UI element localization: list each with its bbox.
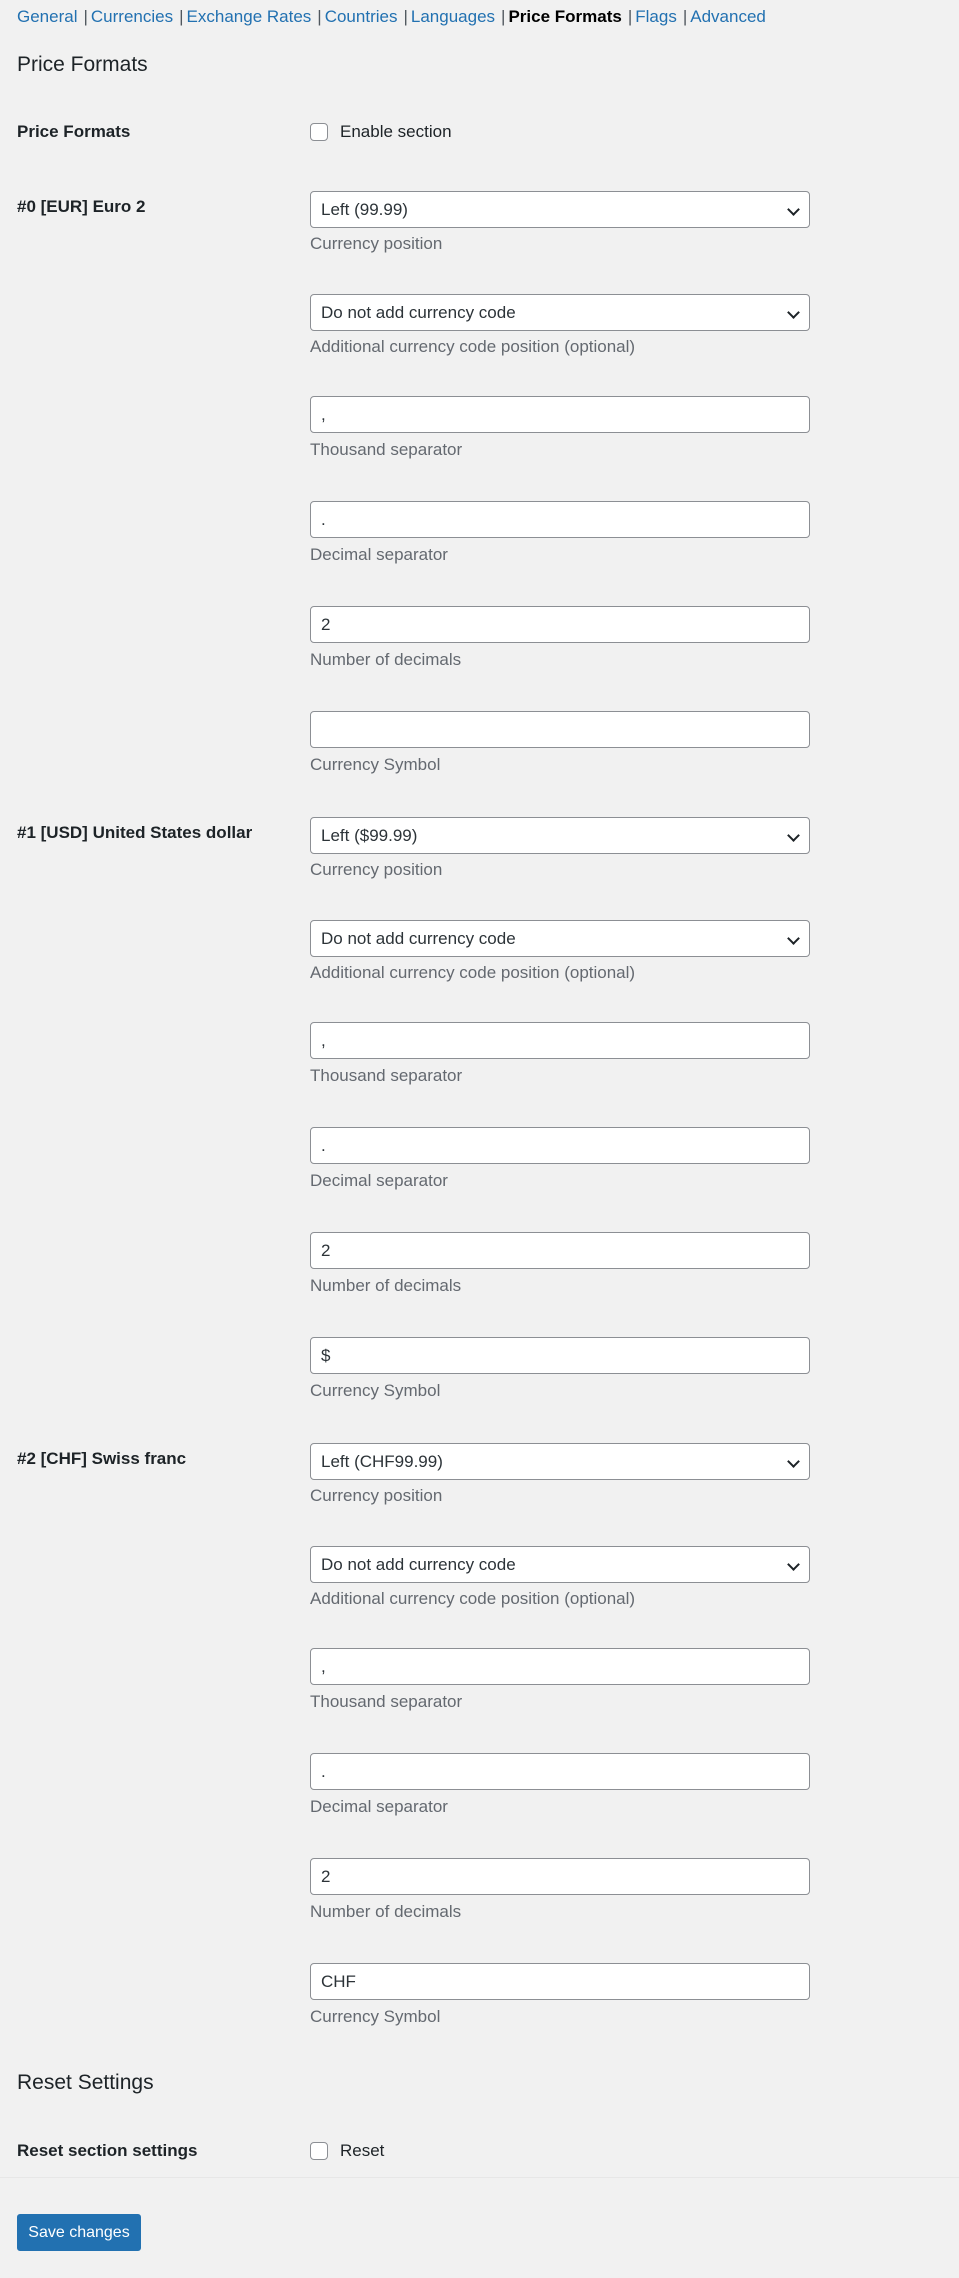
reset-row-label: Reset section settings — [17, 2141, 198, 2160]
select-value: Left (99.99) — [321, 199, 408, 219]
chf-currency-code-select[interactable] — [310, 1546, 810, 1583]
chf-decimal-separator-input[interactable] — [310, 1753, 810, 1790]
tab-separator: | — [403, 7, 408, 26]
tab-languages[interactable]: Languages — [410, 7, 496, 26]
input-value: , — [321, 404, 326, 424]
usd-number-of-decimals-input[interactable] — [310, 1232, 810, 1269]
tab-separator: | — [317, 7, 322, 26]
tab-exchange-rates[interactable]: Exchange Rates — [186, 7, 312, 26]
chevron-down-icon — [787, 1455, 800, 1468]
chf-currency-position-desc: Currency position — [310, 1486, 443, 1505]
usd-currency-position-select[interactable] — [310, 817, 810, 854]
reset-checkbox[interactable] — [310, 2142, 328, 2160]
select-value: Do not add currency code — [321, 1554, 516, 1574]
chf-number-of-decimals-input[interactable] — [310, 1858, 810, 1895]
usd-decimal-separator-desc: Decimal separator — [310, 1171, 448, 1190]
input-value: . — [321, 1761, 326, 1781]
section-title: Price Formats — [17, 53, 148, 76]
chf-thousand-separator-input[interactable] — [310, 1648, 810, 1685]
tab-price-formats: Price Formats — [508, 7, 622, 26]
reset-checkbox-label: Reset — [340, 2141, 385, 2160]
eur-currency-position-select[interactable] — [310, 191, 810, 228]
input-value: CHF — [321, 1971, 356, 1991]
tab-advanced[interactable]: Advanced — [690, 7, 766, 26]
input-value: 2 — [321, 1866, 331, 1886]
input-value: $ — [321, 1345, 331, 1365]
tab-separator: | — [627, 7, 633, 26]
reset-settings-title: Reset Settings — [17, 2071, 154, 2094]
footer-divider — [0, 2177, 959, 2178]
eur-number-of-decimals-desc: Number of decimals — [310, 650, 462, 669]
input-value: 2 — [321, 1240, 331, 1260]
input-value: 2 — [321, 614, 331, 634]
chf-currency-code-desc: Additional currency code position (optional) — [310, 1589, 636, 1608]
chevron-down-icon — [787, 203, 800, 216]
usd-currency-symbol-desc: Currency Symbol — [310, 1381, 441, 1400]
tab-separator: | — [501, 7, 506, 26]
tab-currencies[interactable]: Currencies — [90, 7, 174, 26]
usd-thousand-separator-desc: Thousand separator — [310, 1066, 463, 1085]
tab-separator: | — [83, 7, 88, 26]
usd-decimal-separator-input[interactable] — [310, 1127, 810, 1164]
eur-currency-symbol-desc: Currency Symbol — [310, 755, 441, 774]
tab-separator: | — [682, 7, 688, 26]
currency-eur-label: #0 [EUR] Euro 2 — [17, 197, 146, 216]
section-subnav — [17, 7, 766, 27]
chf-decimal-separator-desc: Decimal separator — [310, 1797, 448, 1816]
chf-currency-symbol-desc: Currency Symbol — [310, 2007, 441, 2026]
tab-countries[interactable]: Countries — [324, 7, 398, 26]
eur-currency-code-select[interactable] — [310, 294, 810, 331]
eur-thousand-separator-desc: Thousand separator — [310, 440, 463, 459]
select-value: Do not add currency code — [321, 928, 516, 948]
currency-chf-label: #2 [CHF] Swiss franc — [17, 1449, 187, 1468]
usd-currency-symbol-input[interactable] — [310, 1337, 810, 1374]
currency-usd-label: #1 [USD] United States dollar — [17, 823, 253, 842]
usd-thousand-separator-input[interactable] — [310, 1022, 810, 1059]
usd-currency-position-desc: Currency position — [310, 860, 443, 879]
tab-general[interactable]: General — [17, 7, 78, 26]
enable-row-label: Price Formats — [17, 122, 131, 141]
tab-flags[interactable]: Flags — [635, 7, 677, 26]
eur-decimal-separator-input[interactable] — [310, 501, 810, 538]
select-value: Do not add currency code — [321, 302, 516, 322]
chf-currency-position-select[interactable] — [310, 1443, 810, 1480]
input-value: . — [321, 509, 326, 529]
input-value: , — [321, 1656, 326, 1676]
eur-currency-position-desc: Currency position — [310, 234, 443, 253]
eur-number-of-decimals-input[interactable] — [310, 606, 810, 643]
chevron-down-icon — [787, 932, 800, 945]
enable-section-control[interactable] — [310, 122, 452, 142]
chevron-down-icon — [787, 1558, 800, 1571]
eur-thousand-separator-input[interactable] — [310, 396, 810, 433]
chf-number-of-decimals-desc: Number of decimals — [310, 1902, 462, 1921]
enable-section-checkbox[interactable] — [310, 123, 328, 141]
save-changes-button[interactable]: Save changes — [17, 2214, 141, 2251]
enable-section-label: Enable section — [340, 122, 452, 141]
tab-separator: | — [179, 7, 184, 26]
usd-currency-code-select[interactable] — [310, 920, 810, 957]
eur-decimal-separator-desc: Decimal separator — [310, 545, 448, 564]
chevron-down-icon — [787, 829, 800, 842]
select-value: Left (CHF99.99) — [321, 1451, 443, 1471]
usd-currency-code-desc: Additional currency code position (optional) — [310, 963, 636, 982]
chf-currency-symbol-input[interactable] — [310, 1963, 810, 2000]
chevron-down-icon — [787, 306, 800, 319]
reset-control[interactable] — [310, 2141, 384, 2161]
input-value: , — [321, 1030, 326, 1050]
eur-currency-symbol-input[interactable] — [310, 711, 810, 748]
usd-number-of-decimals-desc: Number of decimals — [310, 1276, 462, 1295]
select-value: Left ($99.99) — [321, 825, 418, 845]
eur-currency-code-desc: Additional currency code position (optional) — [310, 337, 636, 356]
input-value: . — [321, 1135, 326, 1155]
chf-thousand-separator-desc: Thousand separator — [310, 1692, 463, 1711]
